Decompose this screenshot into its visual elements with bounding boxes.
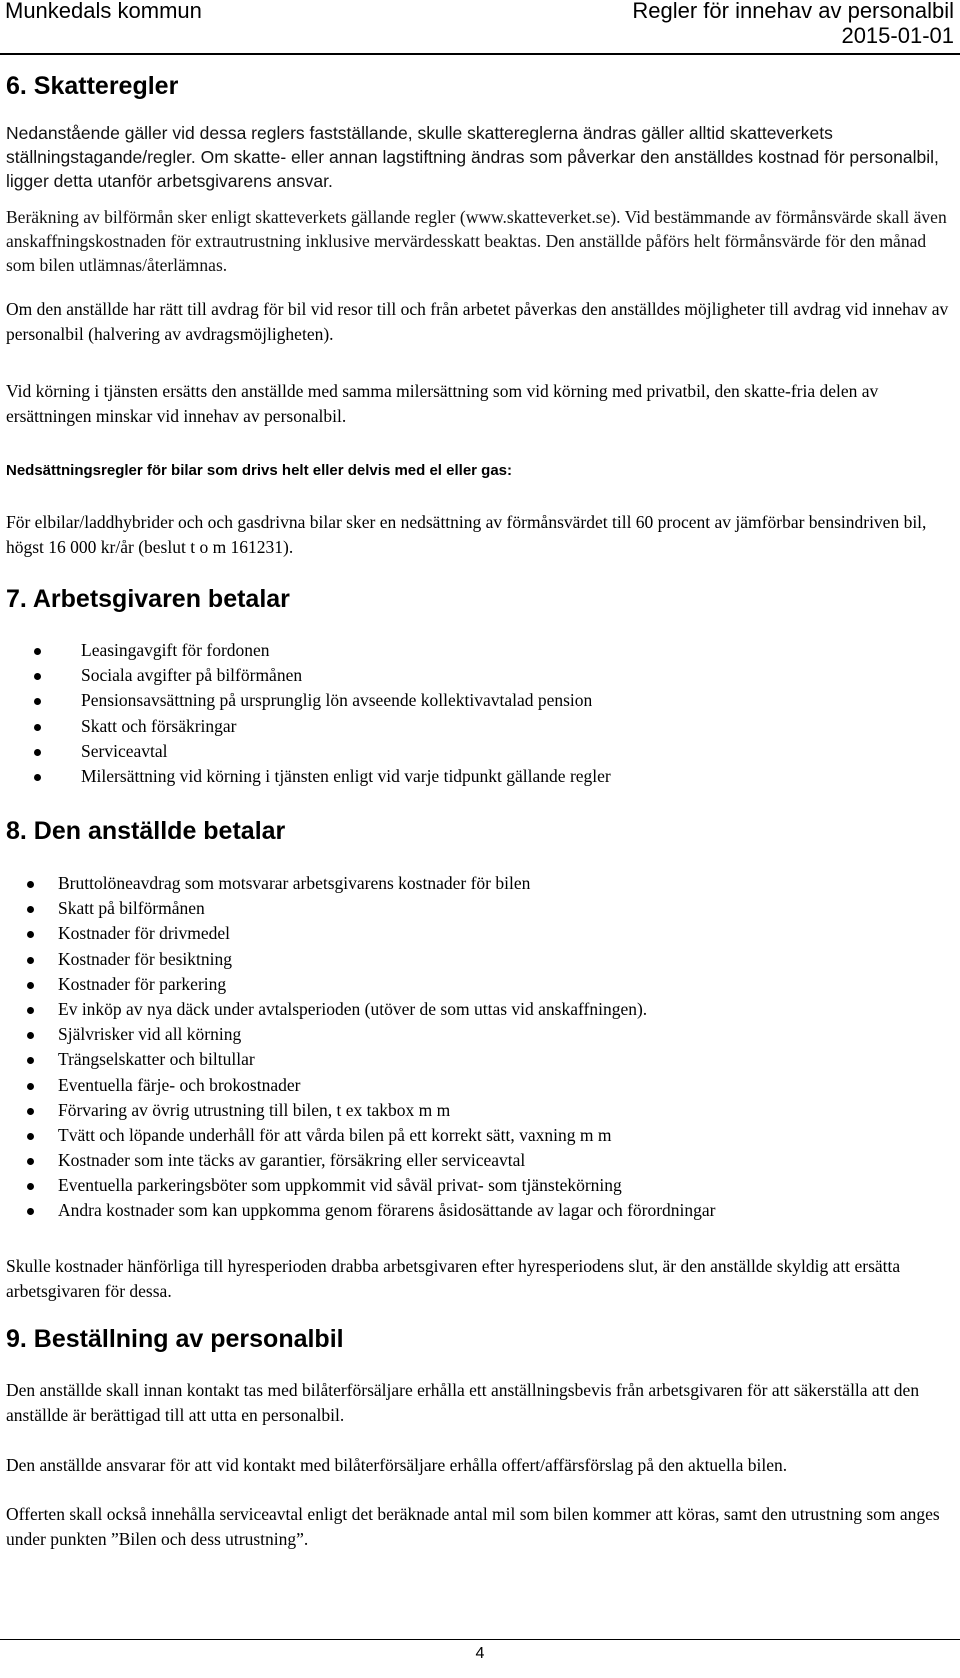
section-7-heading: 7. Arbetsgivaren betalar xyxy=(6,585,290,613)
bullet-icon xyxy=(34,648,41,655)
section-8-paragraph: Skulle kostnader hänförliga till hyresperioden drabba arbetsgivaren efter hyresperiodens slut, är den anställde skyldig att ersätta arbetsgivaren för dessa. xyxy=(6,1256,901,1301)
section-8-list xyxy=(6,871,716,1224)
list-item: Tvätt och löpande underhåll för att vårda bilen på ett korrekt sätt, vaxning m m xyxy=(6,1123,716,1148)
list-item: Skatt på bilförmånen xyxy=(6,896,716,921)
list-item: Kostnader för parkering xyxy=(6,972,716,997)
section-6-paragraph-3: Om den anställde har rätt till avdrag för bil vid resor till och från arbetet påverkas den anställdes möjligheter till avdrag vid innehav av personalbil (halvering av avdragsmöjligheten). xyxy=(6,299,949,344)
bullet-icon xyxy=(27,1208,34,1215)
bullet-icon xyxy=(27,1057,34,1064)
bullet-icon xyxy=(34,774,41,781)
list-item: Sociala avgifter på bilförmånen xyxy=(6,663,611,688)
section-6-paragraph-5: För elbilar/laddhybrider och och gasdrivna bilar sker en nedsättning av förmånsvärdet till 60 procent av jämförbar bensindriven bil, högst 16 000 kr/år (beslut t o m 161231). xyxy=(6,512,927,557)
section-6-paragraph-4: Vid körning i tjänsten ersätts den anställde med samma milersättning som vid körning med privatbil, den skatte-fria delen av ersättningen minskar vid innehav av personalbil. xyxy=(6,381,879,426)
bullet-icon xyxy=(27,1183,34,1190)
bullet-icon xyxy=(27,1133,34,1140)
section-9-paragraph-1: Den anställde skall innan kontakt tas med bilåterförsäljare erhålla ett anställningsbevis från arbetsgivaren för att säkerställa att den anställde är berättigad till att utta en personalbil. xyxy=(6,1380,920,1425)
page-number: 4 xyxy=(475,1645,485,1662)
list-item: Bruttolöneavdrag som motsvarar arbetsgivarens kostnader för bilen xyxy=(6,871,716,896)
bullet-icon xyxy=(34,673,41,680)
bullet-icon xyxy=(34,724,41,731)
list-item: Skatt och försäkringar xyxy=(6,714,611,739)
list-item: Ev inköp av nya däck under avtalsperioden (utöver de som uttas vid anskaffningen). xyxy=(6,997,716,1022)
bullet-icon xyxy=(27,881,34,888)
header-divider xyxy=(0,53,960,55)
list-item: Förvaring av övrig utrustning till bilen, t ex takbox m m xyxy=(6,1098,716,1123)
bullet-icon xyxy=(27,906,34,913)
header-organization: Munkedals kommun xyxy=(5,0,202,23)
bullet-icon xyxy=(27,1083,34,1090)
bullet-icon xyxy=(27,1007,34,1014)
list-item: Självrisker vid all körning xyxy=(6,1022,716,1047)
section-9-heading: 9. Beställning av personalbil xyxy=(6,1325,344,1353)
list-item: Kostnader som inte täcks av garantier, försäkring eller serviceavtal xyxy=(6,1148,716,1173)
bullet-icon xyxy=(34,698,41,705)
list-item: Trängselskatter och biltullar xyxy=(6,1047,716,1072)
bullet-icon xyxy=(27,957,34,964)
list-item: Kostnader för besiktning xyxy=(6,947,716,972)
bullet-icon xyxy=(27,1108,34,1115)
list-item: Milersättning vid körning i tjänsten enligt vid varje tidpunkt gällande regler xyxy=(6,764,611,789)
list-item: Kostnader för drivmedel xyxy=(6,921,716,946)
bullet-icon xyxy=(27,982,34,989)
list-item: Leasingavgift för fordonen xyxy=(6,638,611,663)
header-document-title: Regler för innehav av personalbil xyxy=(632,0,954,23)
bullet-icon xyxy=(27,931,34,938)
list-item: Eventuella parkeringsböter som uppkommit vid såväl privat- som tjänstekörning xyxy=(6,1173,716,1198)
list-item: Eventuella färje- och brokostnader xyxy=(6,1073,716,1098)
section-6-paragraph-2: Beräkning av bilförmån sker enligt skatteverkets gällande regler (www.skatteverket.se). Vid bestämmande av förmånsvärde skall även anskaffningskostnaden för extrautrustning inklusive mervärdesskatt beaktas. Den anställde påförs helt förmånsvärde för den månad som bilen utlämnas/återlämnas. xyxy=(6,207,947,275)
bullet-icon xyxy=(27,1158,34,1165)
section-9-paragraph-3: Offerten skall också innehålla serviceavtal enligt det beräknade antal mil som bilen kommer att köras, samt den utrustning som anges under punkten ”Bilen och dess utrustning”. xyxy=(6,1504,940,1549)
section-8-heading: 8. Den anställde betalar xyxy=(6,817,286,845)
bullet-icon xyxy=(34,749,41,756)
footer-divider xyxy=(0,1639,960,1640)
page-header xyxy=(0,0,960,56)
list-item: Serviceavtal xyxy=(6,739,611,764)
section-6-subheading: Nedsättningsregler för bilar som drivs helt eller delvis med el eller gas: xyxy=(6,462,513,479)
section-9-paragraph-2: Den anställde ansvarar för att vid kontakt med bilåterförsäljare erhålla offert/affärsförslag på den aktuella bilen. xyxy=(6,1455,788,1475)
section-7-list xyxy=(6,638,611,789)
list-item: Pensionsavsättning på ursprunglig lön avseende kollektivavtalad pension xyxy=(6,688,611,713)
header-date: 2015-01-01 xyxy=(841,23,954,48)
section-6-paragraph-1: Nedanstående gäller vid dessa reglers fastställande, skulle skattereglerna ändras gäller alltid skatteverkets ställningstagande/regler. Om skatte- eller annan lagstiftning ändras som påverkar den anställdes kostnad för personalbil, ligger detta utanför arbetsgivarens ansvar. xyxy=(6,123,939,191)
list-item: Andra kostnader som kan uppkomma genom förarens åsidosättande av lagar och förordningar xyxy=(6,1198,716,1223)
section-6-heading: 6. Skatteregler xyxy=(6,72,179,100)
bullet-icon xyxy=(27,1032,34,1039)
